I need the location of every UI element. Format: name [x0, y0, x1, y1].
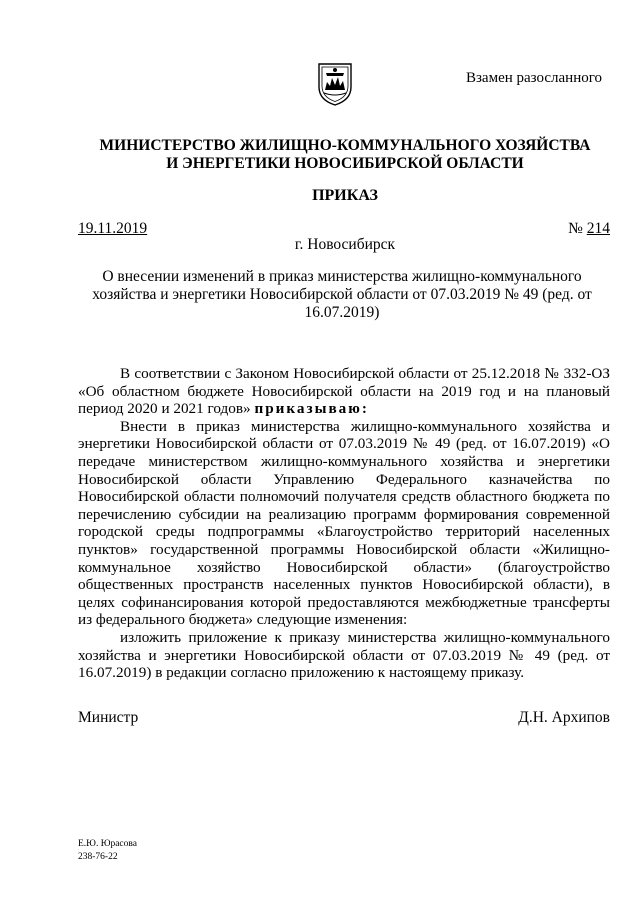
executor-name: Е.Ю. Юрасова: [78, 839, 137, 849]
executor-phone: 238-76-22: [78, 852, 118, 862]
signature-title: Министр: [78, 709, 139, 726]
number-prefix: №: [568, 220, 587, 237]
order-keyword: приказываю:: [254, 400, 369, 418]
document-type: ПРИКАЗ: [312, 187, 378, 204]
body-paragraph-3: изложить приложение к приказу министерства жилищно-коммунального хозяйства и энергетики Новосибирской области от 07.03.2019 № 49 (ред. от 16.07.2019) в редакции согласно приложению к настоящему приказу.: [78, 628, 610, 682]
novosibirsk-coat-of-arms-icon: [316, 60, 354, 107]
document-body: [78, 365, 610, 682]
body-paragraph-2: Внести в приказ министерства жилищно-коммунального хозяйства и энергетики Новосибирской области от 07.03.2019 № 49 (ред. от 16.07.2019) «О передаче министерством жилищно-коммунального хозяйства и энергетики Новосибирской области Управлению Федерального казначейства по Новосибирской области полномочий получателя средств областного бюджета по перечислению субсидии на реализацию программ формирования современной городской среды подпрограммы «Благоустройство территорий населенных пунктов» государственной программы Новосибирской области «Жилищно-коммунальное хозяйство Новосибирской области» (благоустройство общественных пространств населенных пунктов Новосибирской области), в целях софинансирования которой предоставляются межбюджетные трансферты из федерального бюджета» следующие изменения:: [78, 417, 610, 629]
ministry-name-line1: МИНИСТЕРСТВО ЖИЛИЩНО-КОММУНАЛЬНОГО ХОЗЯЙСТВА: [99, 137, 591, 154]
body-paragraph-1-text: В соответствии с Законом Новосибирской области от 25.12.2018 № 332-ОЗ «Об областном бюджете Новосибирской области на 2019 год и на плановый период 2020 и 2021 годов»: [78, 365, 610, 418]
document-date: 19.11.2019: [78, 220, 148, 237]
number-value: 214: [586, 220, 610, 237]
replacement-stamp: Взамен разосланного: [466, 70, 603, 86]
ministry-name-line2: И ЭНЕРГЕТИКИ НОВОСИБИРСКОЙ ОБЛАСТИ: [166, 155, 524, 172]
document-subject: О внесении изменений в приказ министерства жилищно-коммунального хозяйства и энергетики Новосибирской области от 07.03.2019 № 49 (ред. от 16.07.2019): [92, 268, 592, 321]
document-city: г. Новосибирск: [294, 236, 396, 253]
signature-name: Д.Н. Архипов: [518, 709, 610, 726]
executor-info: [78, 838, 137, 864]
body-paragraph-1: [78, 365, 610, 418]
